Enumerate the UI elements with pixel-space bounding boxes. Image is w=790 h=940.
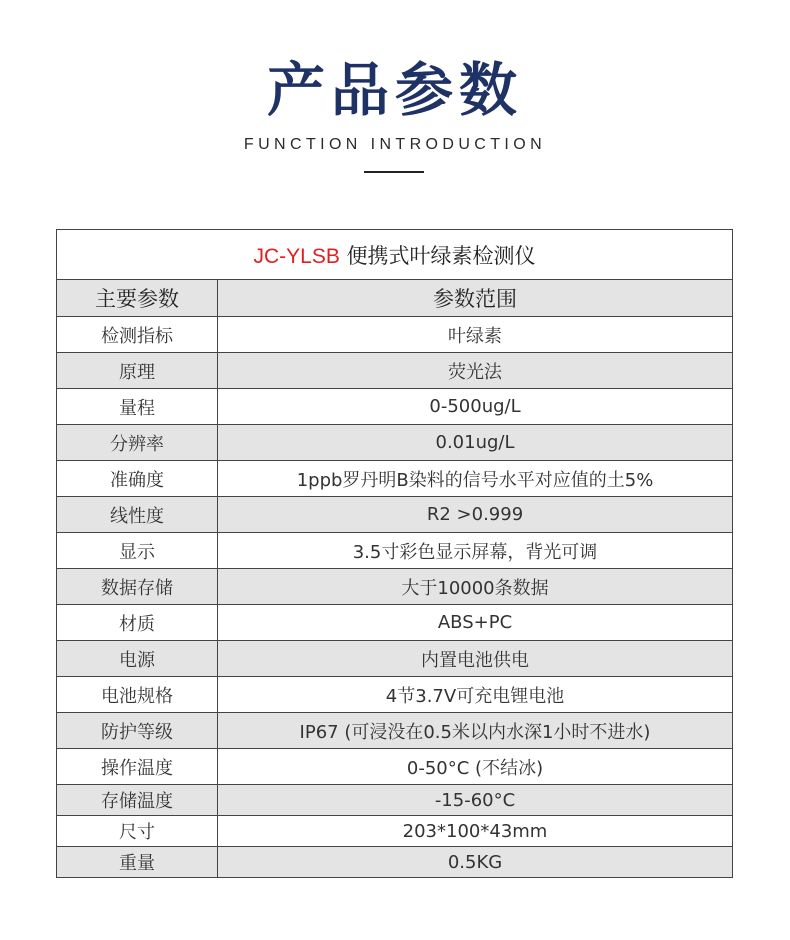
spec-table — [56, 229, 733, 878]
title-divider — [364, 171, 424, 173]
table-row — [57, 749, 733, 785]
param-value: 0.01ug/L — [218, 425, 733, 461]
param-value: 大于10000条数据 — [218, 569, 733, 605]
table-row — [57, 816, 733, 847]
table-row — [57, 785, 733, 816]
table-header-row — [57, 280, 733, 317]
table-row — [57, 533, 733, 569]
table-row — [57, 641, 733, 677]
page-header — [0, 0, 790, 200]
param-value: 内置电池供电 — [218, 641, 733, 677]
param-value: 3.5寸彩色显示屏幕，背光可调 — [218, 533, 733, 569]
param-value: 4节3.7V可充电锂电池 — [218, 677, 733, 713]
param-name: 电池规格 — [57, 677, 218, 713]
param-name: 材质 — [57, 605, 218, 641]
table-row — [57, 847, 733, 878]
table-caption-row — [57, 230, 733, 280]
table-row — [57, 389, 733, 425]
page-title: 产品参数 — [266, 56, 523, 124]
param-value: 203*100*43mm — [218, 816, 733, 847]
param-name: 操作温度 — [57, 749, 218, 785]
param-value: IP67 (可浸没在0.5米以内水深1小时不进水) — [218, 713, 733, 749]
table-row — [57, 353, 733, 389]
table-row — [57, 677, 733, 713]
param-value: 荧光法 — [218, 353, 733, 389]
param-name: 重量 — [57, 847, 218, 878]
param-name: 存储温度 — [57, 785, 218, 816]
param-name: 检测指标 — [57, 317, 218, 353]
product-name: 便携式叶绿素检测仪 — [339, 243, 536, 268]
param-name: 准确度 — [57, 461, 218, 497]
param-value: 1ppb罗丹明B染料的信号水平对应值的土5% — [218, 461, 733, 497]
table-row — [57, 317, 733, 353]
table-row — [57, 569, 733, 605]
table-row — [57, 461, 733, 497]
param-value: -15-60°C — [218, 785, 733, 816]
table-row — [57, 605, 733, 641]
column-header-name: 主要参数 — [57, 280, 218, 317]
param-name: 分辨率 — [57, 425, 218, 461]
table-caption — [57, 230, 733, 280]
param-value: ABS+PC — [218, 605, 733, 641]
product-model: JC-YLSB — [253, 244, 340, 268]
param-name: 原理 — [57, 353, 218, 389]
param-name: 电源 — [57, 641, 218, 677]
param-value: 叶绿素 — [218, 317, 733, 353]
column-header-value: 参数范围 — [218, 280, 733, 317]
param-value: 0.5KG — [218, 847, 733, 878]
param-name: 数据存储 — [57, 569, 218, 605]
param-name: 显示 — [57, 533, 218, 569]
param-name: 尺寸 — [57, 816, 218, 847]
table-row — [57, 713, 733, 749]
param-value: 0-500ug/L — [218, 389, 733, 425]
param-name: 防护等级 — [57, 713, 218, 749]
param-value: 0-50°C (不结冰) — [218, 749, 733, 785]
page-subtitle: FUNCTION INTRODUCTION — [243, 136, 547, 153]
param-value: R2 >0.999 — [218, 497, 733, 533]
table-row — [57, 497, 733, 533]
param-name: 量程 — [57, 389, 218, 425]
table-row — [57, 425, 733, 461]
param-name: 线性度 — [57, 497, 218, 533]
